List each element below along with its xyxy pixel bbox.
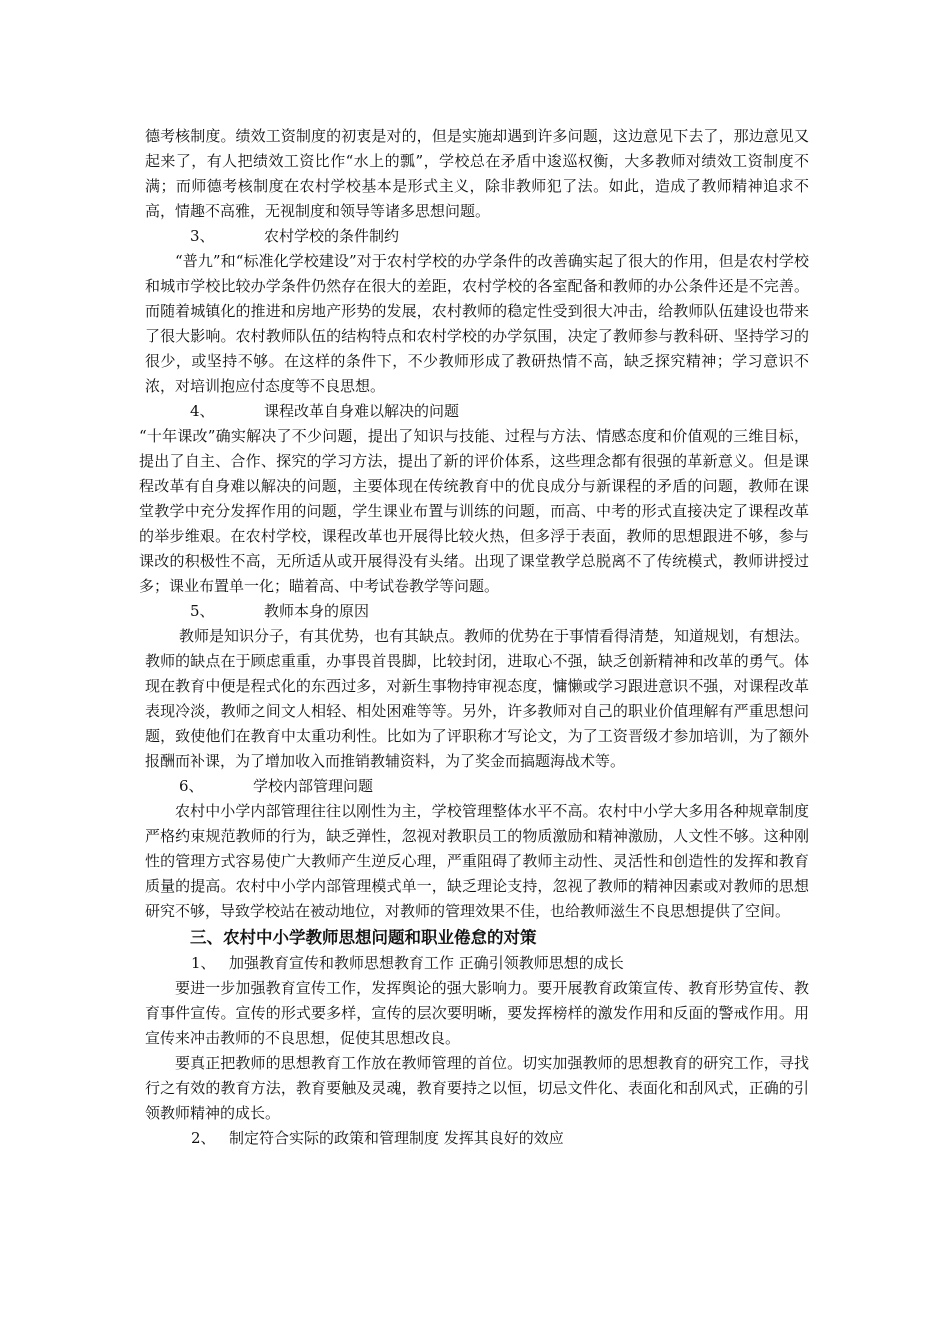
paragraph-publicity: 要进一步加强教育宣传工作，发挥舆论的强大影响力。要开展教育政策宣传、教育形势宣传、教育事件宣传。宣传的形式要多样，宣传的层次要明晰，要发挥榜样的激发作用和反面的警戒作用。用宣传来冲击教师的不良思想，促使其思想改良。 — [145, 979, 809, 1047]
heading-number: 2、 — [191, 1129, 216, 1147]
heading-text: 教师本身的原因 — [264, 602, 370, 620]
heading-text: 课程改革自身难以解决的问题 — [264, 402, 460, 420]
paragraph-performance-pay: 德考核制度。绩效工资制度的初衷是对的，但是实施却遇到许多问题，这边意见下去了，那边意见又起来了，有人把绩效工资比作“水上的瓢”，学校总在矛盾中逡巡权衡，大多教师对绩效工资制度不满；而师德考核制度在农村学校基本是形式主义，除非教师犯了法。如此，造成了教师精神追求不高，情趣不高雅，无视制度和领导等诸多思想问题。 — [145, 127, 809, 220]
paragraph-ideological-education: 要真正把教师的思想教育工作放在教师管理的首位。切实加强教师的思想教育的研究工作，寻找行之有效的教育方法，教育要触及灵魂，教育要持之以恒，切忌文件化、表面化和刮风式，正确的引领教师精神的成长。 — [145, 1054, 809, 1122]
heading-6-internal-management — [145, 774, 809, 799]
document-body — [139, 124, 810, 1151]
paragraph-curriculum-reform: “十年课改”确实解决了不少问题，提出了知识与技能、过程与方法、情感态度和价值观的三维目标，提出了自主、合作、探究的学习方法，提出了新的评价体系，这些理念都有很强的革新意义。但是课程改革有自身难以解决的问题，主要体现在传统教育中的优良成分与新课程的矛盾的问题，教师在课堂教学中充分发挥作用的问题，学生课业布置与训练的问题，而高、中考的形式直接决定了课程改革的举步维艰。在农村学校，课程改革也开展得比较火热，但多浮于表面，教师的思想跟进不够，参与课改的积极性不高，无所适从或开展得没有头绪。出现了课堂教学总脱离不了传统模式，教师讲授过多；课业布置单一化；瞄着高、中考试卷教学等问题。 — [139, 427, 809, 595]
heading-number: 4、 — [190, 402, 215, 420]
heading-4-curriculum-reform — [145, 399, 809, 424]
heading-text: 制定符合实际的政策和管理制度 发挥其良好的效应 — [229, 1129, 564, 1147]
heading-s2-policy — [145, 1126, 809, 1151]
heading-s1-publicity — [145, 951, 809, 976]
heading-text: 加强教育宣传和教师思想教育工作 正确引领教师思想的成长 — [229, 954, 624, 972]
heading-number: 6、 — [179, 777, 204, 795]
heading-text: 农村学校的条件制约 — [264, 227, 400, 245]
heading-3-rural-conditions — [145, 224, 809, 249]
paragraph-internal-management: 农村中小学内部管理往往以刚性为主，学校管理整体水平不高。农村中小学大多用各种规章制度严格约束规范教师的行为，缺乏弹性，忽视对教职员工的物质激励和精神激励，人文性不够。这种刚性的管理方式容易使广大教师产生逆反心理，严重阻碍了教师主动性、灵活性和创造性的发挥和教育质量的提高。农村中小学内部管理模式单一，缺乏理论支持，忽视了教师的精神因素或对教师的思想研究不够，导致学校站在被动地位，对教师的管理效果不佳，也给教师滋生不良思想提供了空间。 — [145, 802, 809, 920]
heading-number: 3、 — [190, 227, 215, 245]
heading-text: 学校内部管理问题 — [253, 777, 374, 795]
section-title-countermeasures: 三、农村中小学教师思想问题和职业倦怠的对策 — [190, 928, 537, 947]
paragraph-teacher-reasons: 教师是知识分子，有其优势，也有其缺点。教师的优势在于事情看得清楚，知道规划，有想法。教师的缺点在于顾虑重重，办事畏首畏脚，比较封闭，进取心不强，缺乏创新精神和改革的勇气。体现在教育中便是程式化的东西过多，对新生事物持审视态度，慵懒或学习跟进意识不强，对课程改革表现冷淡，教师之间文人相轻、相处困难等等。另外，许多教师对自己的职业价值理解有严重思想问题，致使他们在教育中太重功利性。比如为了评职称才写论文，为了工资晋级才参加培训，为了额外报酬而补课，为了增加收入而推销教辅资料，为了奖金而搞题海战术等。 — [145, 627, 810, 770]
heading-5-teacher-reasons — [145, 599, 809, 624]
heading-number: 5、 — [190, 602, 215, 620]
heading-number: 1、 — [191, 954, 216, 972]
paragraph-rural-conditions: “普九”和“标准化学校建设”对于农村学校的办学条件的改善确实起了很大的作用，但是农村学校和城市学校比较办学条件仍然存在很大的差距，农村学校的各室配备和教师的办公条件还是不完善。而随着城镇化的推进和房地产形势的发展，农村教师的稳定性受到很大冲击，给教师队伍建设也带来了很大影响。农村教师队伍的结构特点和农村学校的办学氛围，决定了教师参与教科研、坚持学习的很少，或坚持不够。在这样的条件下，不少教师形成了教研热情不高，缺乏探究精神；学习意识不浓，对培训抱应付态度等不良思想。 — [145, 252, 809, 395]
